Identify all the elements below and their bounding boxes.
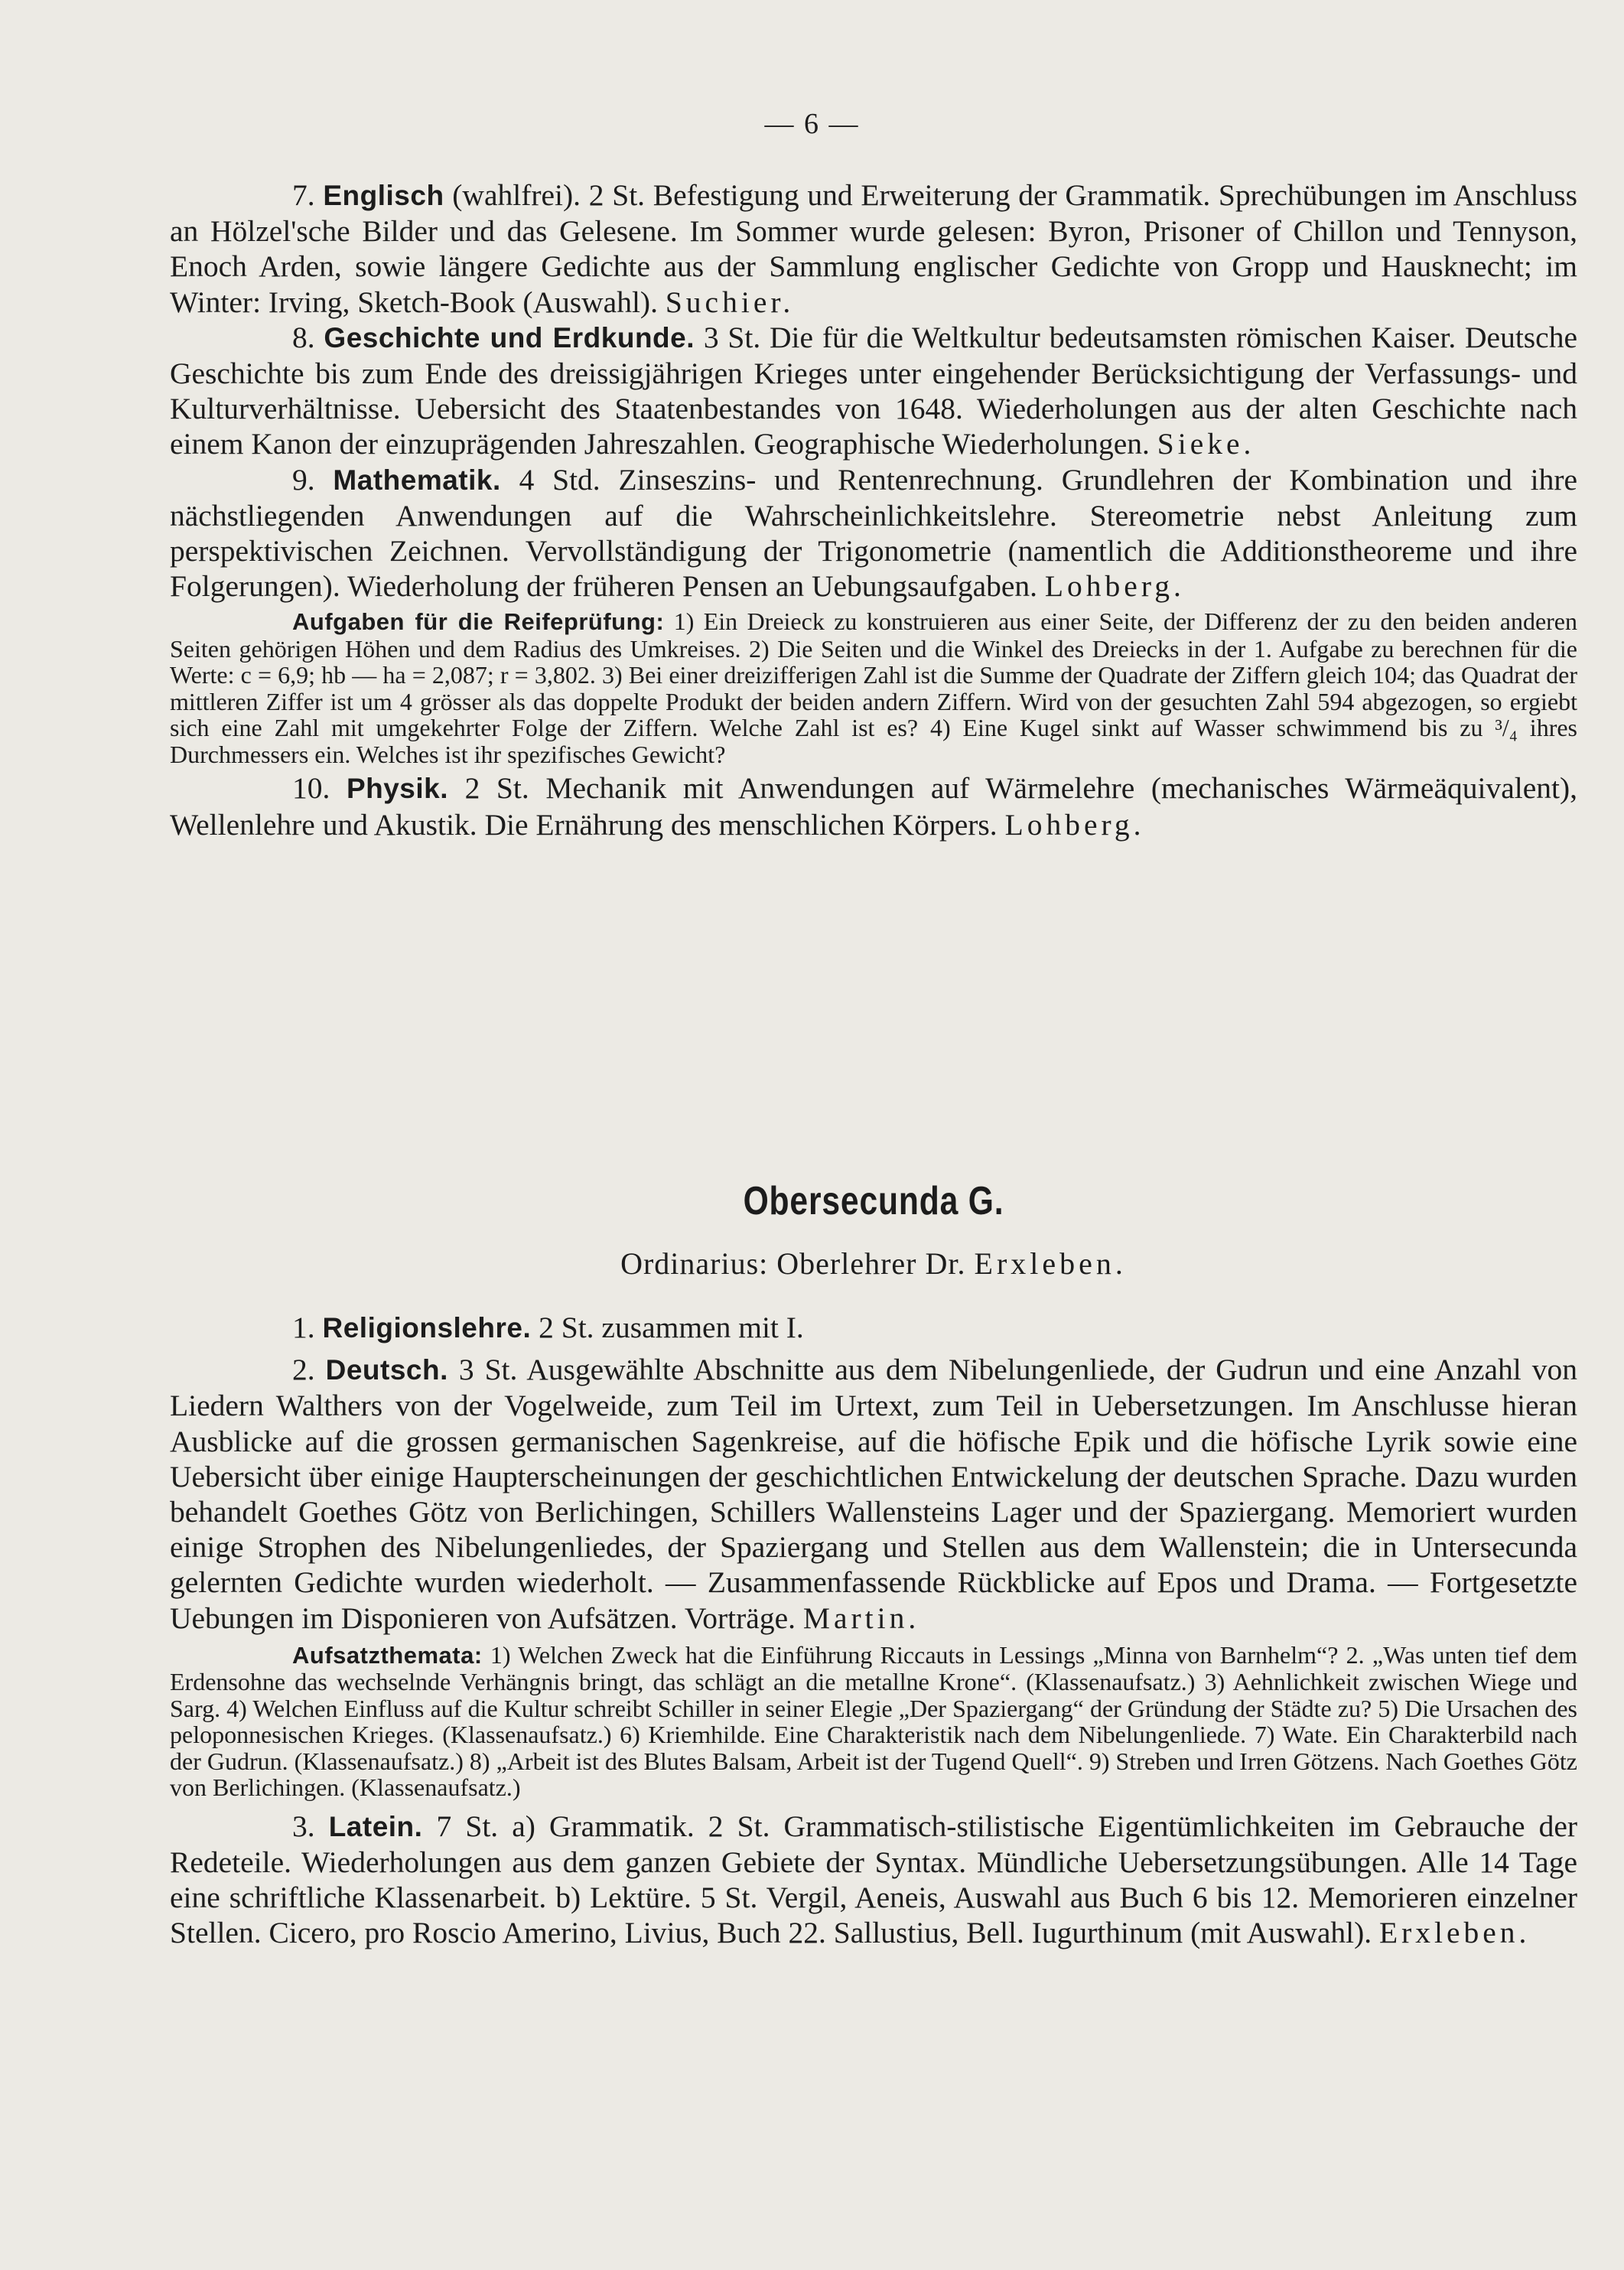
section-number: 1. — [292, 1311, 315, 1344]
section-geschichte — [170, 320, 1577, 462]
section-text: (wahlfrei). 2 St. Befestigung und Erweiterung der Grammatik. Sprechübungen im Anschluss an Hölzel'sche Bilder und das Gelesene. Im Sommer wurde gelesen: Byron, Prisoner of Chillon und Tennyson, Enoch Arden, sowie längere Gedichte aus der Sammlung englischer Gedichte von Gropp und Hausknecht; im Winter: Irving, Sketch-Book (Auswahl). — [170, 178, 1577, 319]
teacher-name: Lohberg. — [1044, 569, 1185, 604]
section-number: 3. — [292, 1809, 315, 1843]
ordinarius-line — [170, 1246, 1577, 1282]
lower-content — [170, 1310, 1577, 1951]
ordinarius-label: Ordinarius: Oberlehrer Dr. — [620, 1246, 966, 1281]
section-text: 2 St. zusammen mit I. — [539, 1311, 804, 1344]
tasks-title: Aufgaben für die Reifeprüfung: — [292, 608, 665, 636]
aufsatzthemata — [170, 1642, 1577, 1801]
section-title: Latein. — [328, 1810, 423, 1842]
section-title: Englisch — [323, 180, 444, 211]
section-title: Physik. — [346, 773, 449, 805]
section-number: 10. — [292, 771, 330, 806]
section-physik — [170, 770, 1577, 842]
section-text: 4 Std. Zinseszins- und Rentenrechnung. Grundlehren der Kombination und ihre nächstliegenden Anwendungen auf die Wahrscheinlichkeitslehre. Stereometrie nebst Anleitung zum perspektivischen Zeichnen. Vervollständigung der Trigonometrie (namentlich die Additionstheoreme und ihre Folgerungen). Wiederholung der früheren Pensen an Uebungsaufgaben. — [170, 462, 1578, 604]
section-englisch — [170, 177, 1577, 320]
section-text: 7 St. a) Grammatik. 2 St. Grammatisch-stilistische Eigentümlichkeiten im Gebrauche der Redeteile. Wiederholungen aus dem ganzen Gebiete der Syntax. Mündliche Uebersetzungsübungen. Alle 14 Tage eine schriftliche Klassenarbeit. b) Lektüre. 5 St. Vergil, Aeneis, Auswahl aus Buch 6 bis 12. Memorieren einzelner Stellen. Cicero, pro Roscio Amerino, Livius, Buch 22. Sallustius, Bell. Iugurthinum (mit Auswahl). — [170, 1809, 1578, 1950]
teacher-name: Suchier. — [665, 285, 795, 319]
section-religion — [170, 1310, 1577, 1346]
section-text: 2 St. Mechanik mit Anwendungen auf Wärmelehre (mechanisches Wärmeäquivalent), Wellenlehre und Akustik. Die Ernährung des menschlichen Körpers. — [170, 771, 1578, 842]
section-latein — [170, 1809, 1577, 1951]
teacher-name: Sieke. — [1157, 427, 1255, 461]
section-title: Mathematik. — [333, 464, 501, 496]
themata-title: Aufsatzthemata: — [292, 1641, 483, 1669]
section-title: Religionslehre. — [322, 1312, 532, 1343]
section-number: 2. — [292, 1353, 315, 1387]
section-text: 3 St. Die für die Weltkultur bedeutsamsten römischen Kaiser. Deutsche Geschichte bis zum Ende des dreissigjährigen Krieges unter eingehender Berücksichtigung der Verfassungs- und Kulturverhältnisse. Uebersicht des Staatenbestandes von 1648. Wiederholungen aus der alten Geschichte nach einem Kanon der einzuprägenden Jahreszahlen. Geographische Wiederholungen. — [170, 320, 1577, 461]
tasks-text: 1) Ein Dreieck zu konstruieren aus einer Seite, der Differenz der zu den beiden anderen Seiten gehörigen Höhen und dem Radius des Umkreises. 2) Die Seiten und die Winkel des Dreiecks in der 1. Aufgabe zu berechnen für die Werte: c = 6,9; hb — ha = 2,087; r = 3,802. 3) Bei einer dreizifferigen Zahl ist die Summe der Quadrate der Ziffern gleich 104; das Quadrat der mittleren Ziffer ist um 4 grösser als das doppelte Produkt der beiden andern Ziffern. Wird von der gesuchten Zahl 594 abgezogen, so ergiebt sich eine Zahl mit umgekehrter Folge der Ziffern. Welche Zahl ist es? 4) Eine Kugel sinkt auf Wasser schwimmend bis zu ³/₄ ihres Durchmessers ein. Welches ist ihr spezifisches Gewicht? — [170, 607, 1578, 768]
section-deutsch — [170, 1352, 1577, 1636]
section-title: Geschichte und Erdkunde. — [324, 321, 695, 353]
page-number: — 6 — — [764, 108, 860, 140]
section-number: 8. — [292, 320, 315, 354]
section-number: 9. — [292, 462, 315, 497]
ordinarius-name: Erxleben. — [974, 1246, 1127, 1281]
teacher-name: Martin. — [802, 1601, 920, 1635]
section-title: Deutsch. — [325, 1354, 448, 1386]
section-text: 3 St. Ausgewählte Abschnitte aus dem Nibelungenliede, der Gudrun und eine Anzahl von Liedern Walthers von der Vogelweide, zum Teil im Urtext, zum Teil in Uebersetzungen. Im Anschlusse hieran Ausblicke auf die grossen germanischen Sagenkreise, auf die höfische Epik und die höfische Lyrik sowie eine Uebersicht über einige Haupterscheinungen der geschichtlichen Entwickelung der deutschen Sprache. Dazu wurden behandelt Goethes Götz von Berlichingen, Schillers Wallensteins Lager und der Spaziergang. Memoriert wurden einige Strophen des Nibelungenliedes, der Spaziergang und Stellen aus dem Wallenstein; die in Untersecunda gelernten Gedichte wurden wiederholt. — Zusammenfassende Rückblicke auf Epos und Drama. — Fortgesetzte Uebungen im Disponieren von Aufsätzen. Vorträge. — [170, 1353, 1578, 1635]
themata-text: 1) Welchen Zweck hat die Einführung Riccauts in Lessings „Minna von Barnhelm“? 2. „Was unten tief dem Erdensohne das wechselnde Verhängnis bringt, das schlägt an die metallne Krone“. (Klassenaufsatz.) 3) Aehnlichkeit zwischen Wiege und Sarg. 4) Welchen Einfluss auf die Kultur schreibt Schiller in seiner Elegie „Der Spaziergang“ der Gründung der Städte zu? 5) Die Ursachen des peloponnesischen Krieges. (Klassenaufsatz.) 6) Kriemhilde. Eine Charakteristik nach dem Nibelungenliede. 7) Wate. Ein Charakterbild nach der Gudrun. (Klassenaufsatz.) 8) „Arbeit ist des Blutes Balsam, Arbeit ist der Tugend Quell“. 9) Streben und Irren Götzens. Nach Goethes Götz von Berlichingen. (Klassenaufsatz.) — [170, 1640, 1578, 1802]
class-header — [170, 1178, 1577, 1282]
reifepruefung-tasks — [170, 608, 1577, 767]
teacher-name: Erxleben. — [1378, 1916, 1531, 1950]
class-title: Obersecunda G. — [743, 1179, 1004, 1223]
teacher-name: Lohberg. — [1004, 807, 1145, 842]
upper-content — [170, 177, 1577, 842]
section-number: 7. — [292, 178, 315, 212]
section-mathematik — [170, 462, 1577, 604]
